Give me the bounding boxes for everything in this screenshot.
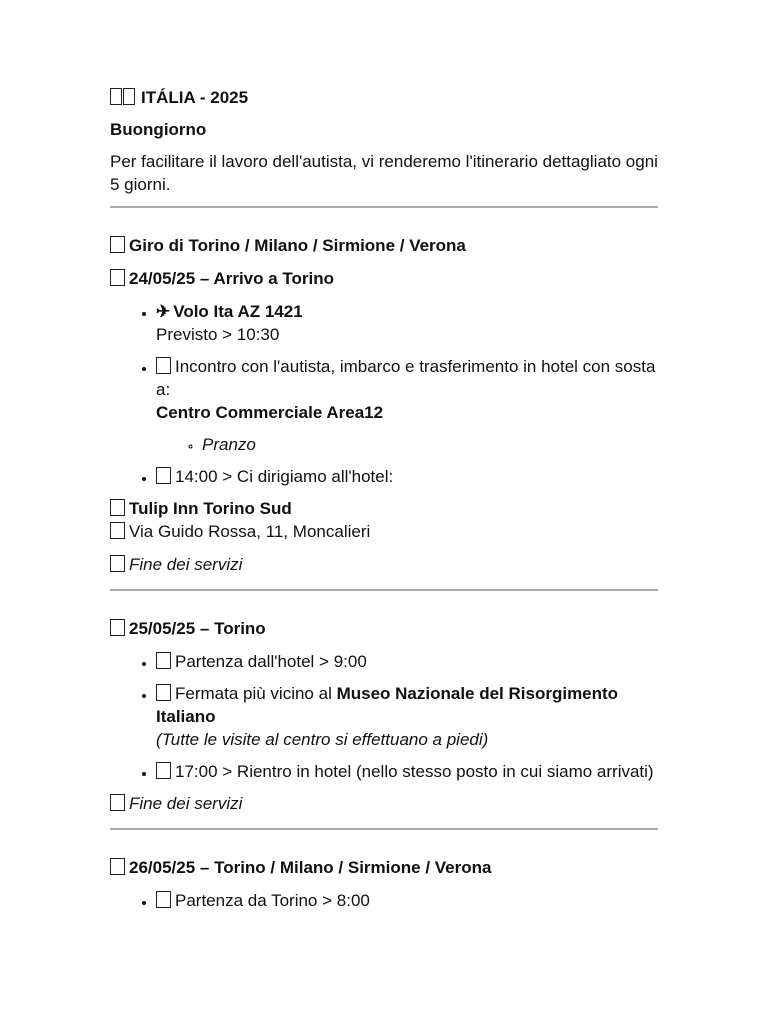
day2-list	[110, 650, 658, 783]
day1-heading: 24/05/25 – Arrivo a Torino	[110, 267, 658, 290]
route-title: Giro di Torino / Milano / Sirmione / Verona	[110, 234, 658, 257]
divider	[110, 206, 658, 208]
hotel-icon	[110, 499, 125, 516]
check-icon	[110, 794, 125, 811]
document-title: ITÁLIA - 2025	[110, 86, 658, 109]
hotel-address: Via Guido Rossa, 11, Moncalieri	[110, 520, 658, 543]
divider	[110, 828, 658, 830]
list-item	[156, 355, 658, 456]
itinerary-document	[110, 86, 658, 921]
day1-list	[110, 300, 658, 488]
flag-icon	[123, 88, 135, 105]
pin-icon	[110, 522, 125, 539]
day3-list	[110, 889, 658, 912]
stop-sublist	[156, 433, 658, 456]
museum-name: Museo Nazionale del Risorgimento Italiano	[156, 684, 619, 726]
greeting: Buongiorno	[110, 120, 207, 139]
meet-text: Incontro con l'autista, imbarco e trasferimento in hotel con sosta a:	[156, 357, 656, 399]
airplane-icon: ✈	[156, 302, 171, 321]
flight-time: Previsto > 10:30	[156, 325, 280, 344]
day2-end: Fine dei servizi	[110, 792, 658, 815]
list-item: • Fermata più vicino al Museo Nazionale del Risorgimento Italiano (Tutte le visite al centro si effettuano a piedi)	[156, 682, 658, 751]
flag-icon	[110, 88, 122, 105]
clock-icon	[156, 652, 171, 669]
clock-icon	[156, 891, 171, 908]
day1-end: Fine dei servizi	[110, 553, 658, 576]
walking-note: (Tutte le visite al centro si effettuano a piedi)	[156, 730, 489, 749]
calendar-icon	[110, 619, 125, 636]
list-item: • Partenza da Torino > 8:00	[156, 889, 658, 912]
list-item: ◦ Pranzo	[202, 433, 658, 456]
stop-name: Centro Commerciale Area12	[156, 403, 384, 422]
list-item: • Partenza dall'hotel > 9:00	[156, 650, 658, 673]
hotel-name: Tulip Inn Torino Sud	[110, 497, 658, 520]
calendar-icon	[110, 269, 125, 286]
list-item	[156, 300, 658, 346]
pin-icon	[156, 684, 171, 701]
list-item: • 17:00 > Rientro in hotel (nello stesso posto in cui siamo arrivati)	[156, 760, 658, 783]
clock-icon	[156, 467, 171, 484]
car-icon	[156, 357, 171, 374]
map-icon	[110, 236, 125, 253]
check-icon	[110, 555, 125, 572]
clock-icon	[156, 762, 171, 779]
calendar-icon	[110, 858, 125, 875]
intro-text: Per facilitare il lavoro dell'autista, vi renderemo l'itinerario dettagliato ogni 5 giorni.	[110, 152, 658, 194]
list-item: • 14:00 > Ci dirigiamo all'hotel:	[156, 465, 658, 488]
day2-heading: 25/05/25 – Torino	[110, 617, 658, 640]
flight-line: ✈ Volo Ita AZ 1421	[156, 302, 303, 321]
divider	[110, 589, 658, 591]
day3-heading: 26/05/25 – Torino / Milano / Sirmione / Verona	[110, 856, 658, 879]
